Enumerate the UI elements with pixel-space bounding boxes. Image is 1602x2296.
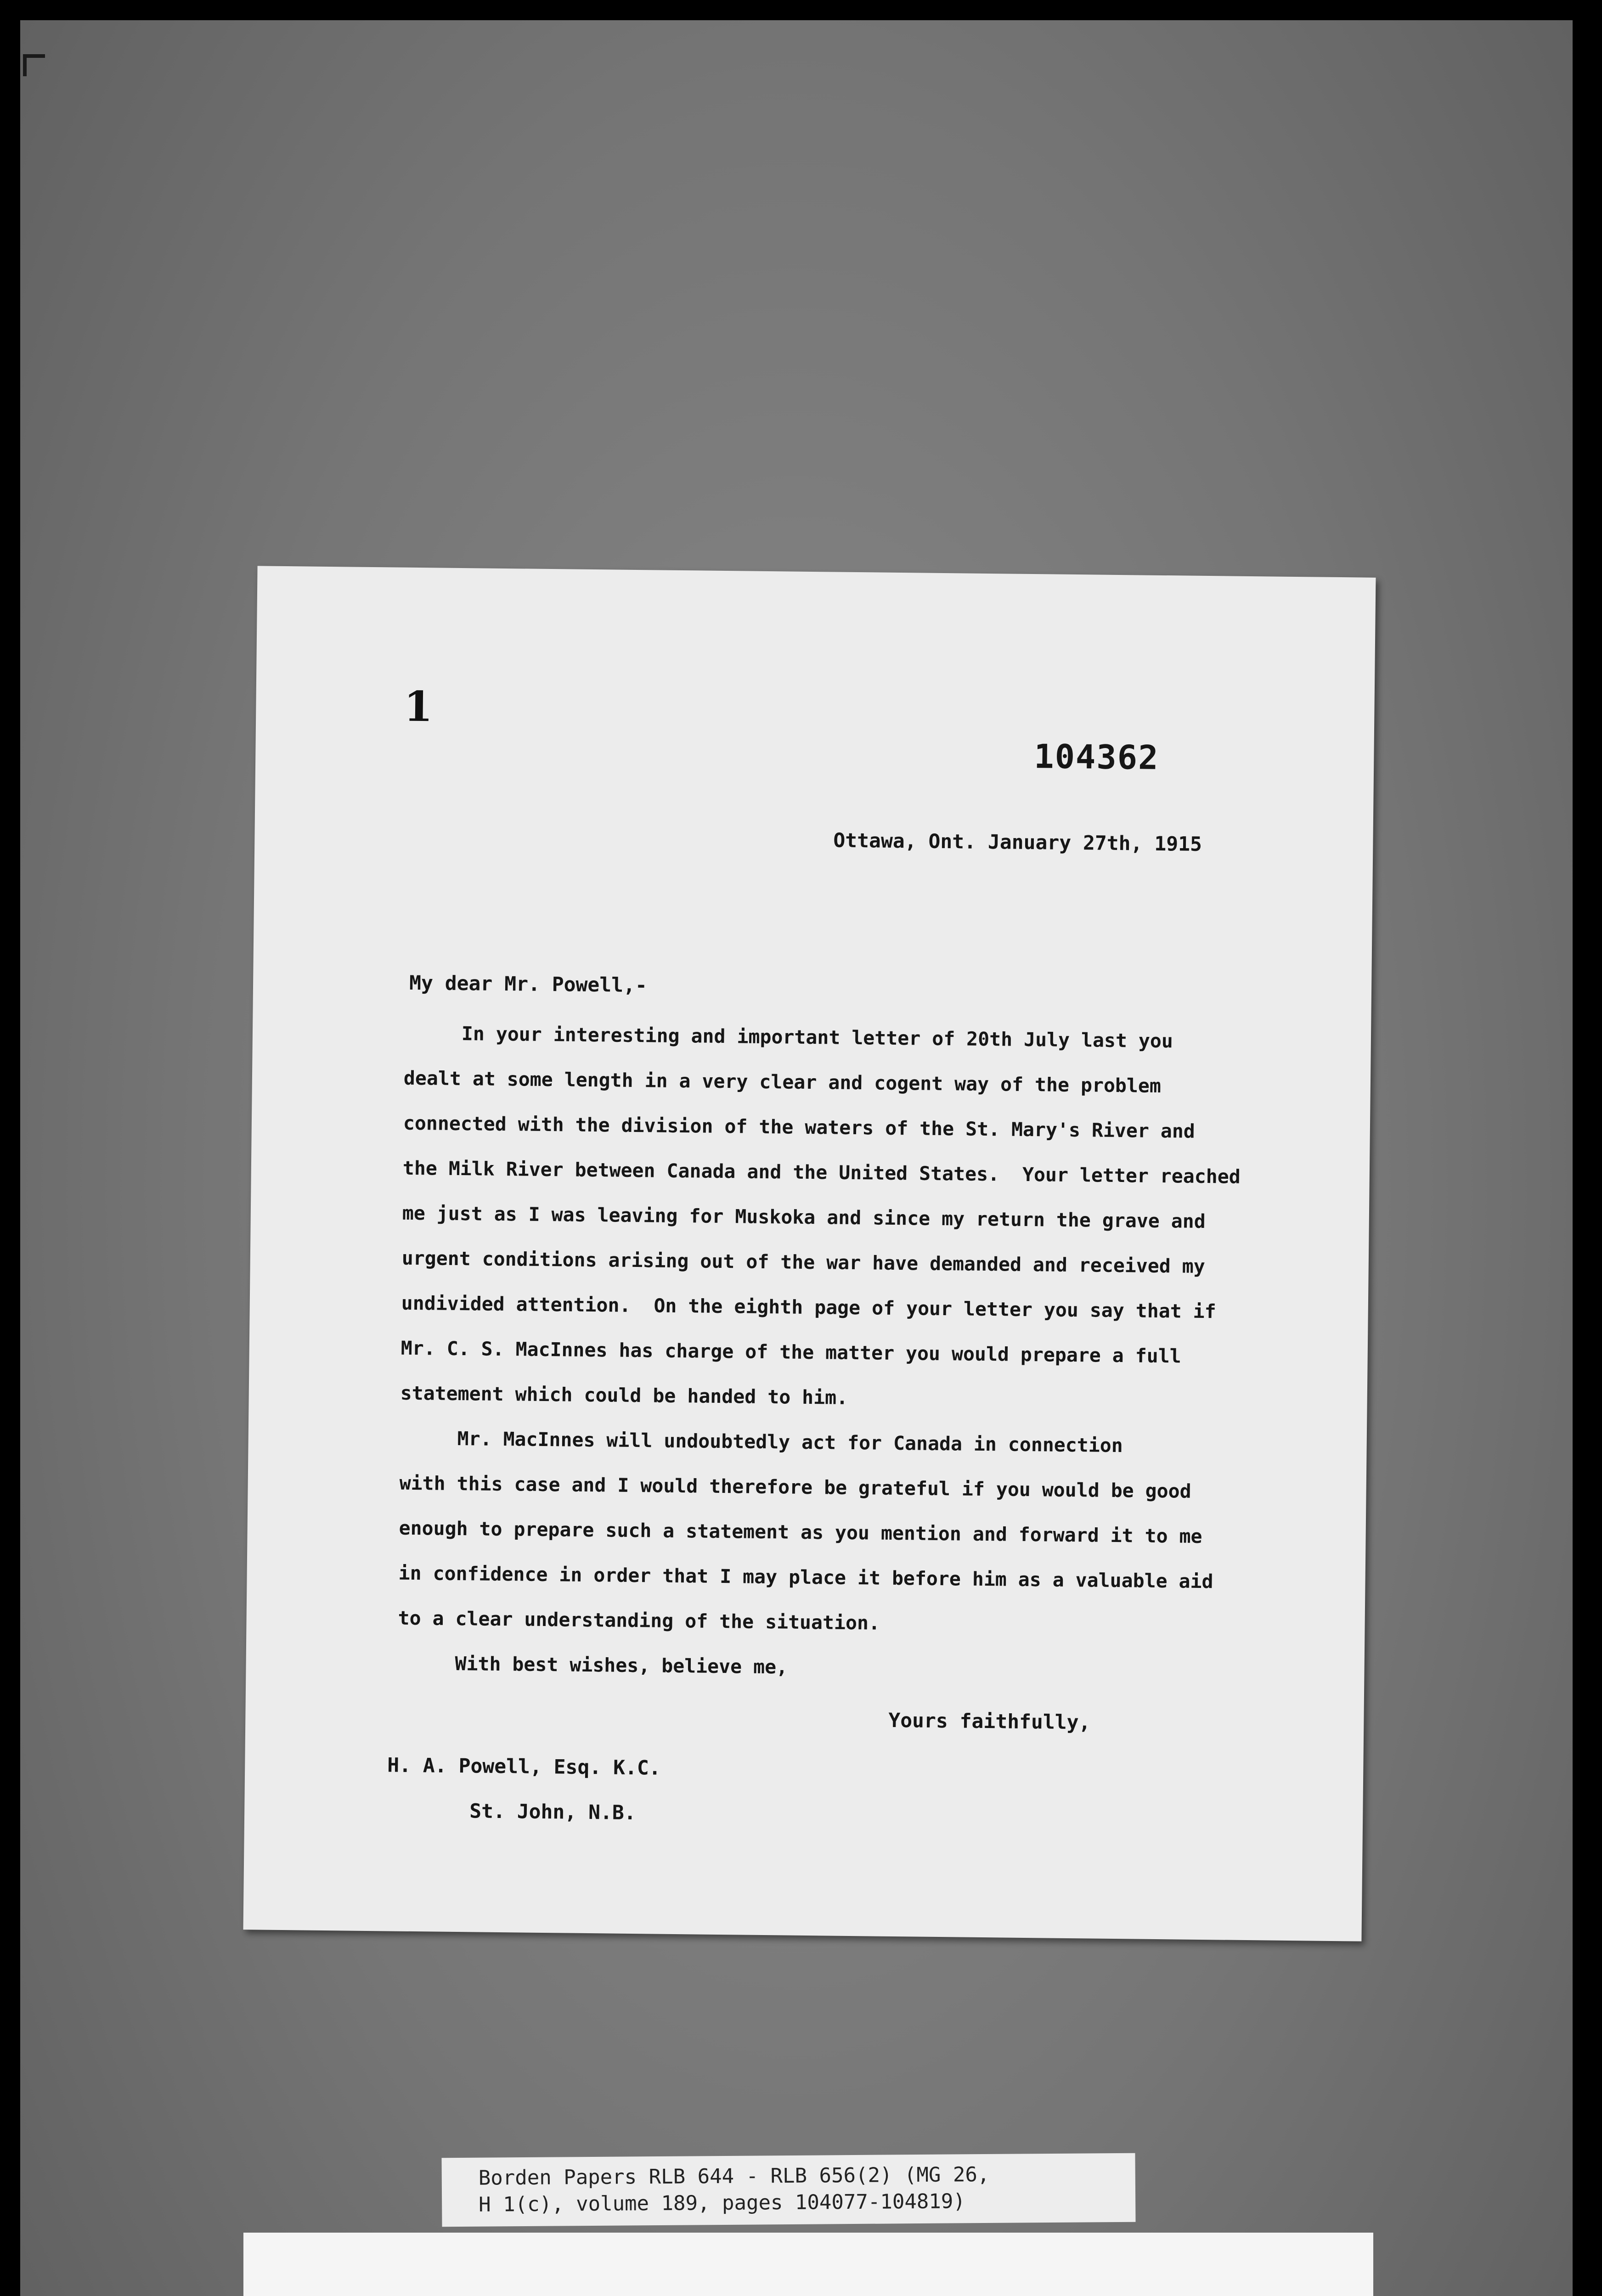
- archive-card: [243, 2233, 1373, 2296]
- body-line: Mr. C. S. MacInnes has charge of the matter you would prepare a full: [400, 1336, 1181, 1367]
- addressee-location: St. John, N.B.: [469, 1800, 636, 1825]
- letter-addressee: [387, 1743, 661, 1835]
- body-line: In your interesting and important letter of 20th July last you: [404, 1021, 1173, 1052]
- body-line: statement which could be handed to him.: [400, 1381, 848, 1409]
- letter-closing: Yours faithfully,: [888, 1709, 1091, 1734]
- body-line: With best wishes, believe me,: [397, 1651, 788, 1678]
- body-line: in confidence in order that I may place it before him as a valuable aid: [398, 1561, 1213, 1593]
- body-line: me just as I was leaving for Muskoka and since my return the grave and: [402, 1201, 1206, 1233]
- letter-body: [397, 1011, 1258, 1694]
- page-edge-mark: 1: [403, 682, 433, 732]
- body-line: connected with the division of the waters of the St. Mary's River and: [403, 1111, 1196, 1142]
- body-line: undivided attention. On the eighth page of your letter you say that if: [401, 1291, 1216, 1323]
- document-number: 104362: [1033, 737, 1159, 777]
- body-line: urgent conditions arising out of the war have demanded and received my: [401, 1246, 1205, 1278]
- body-line: Mr. MacInnes will undoubtedly act for Canada in connection: [400, 1426, 1123, 1457]
- corner-registration-mark: [23, 54, 45, 76]
- body-line: enough to prepare such a statement as you mention and forward it to me: [399, 1516, 1202, 1548]
- reference-line-2: H 1(c), volume 189, pages 104077-104819): [479, 2189, 965, 2217]
- body-line: with this case and I would therefore be grateful if you would be good: [399, 1471, 1191, 1503]
- letter-salutation: My dear Mr. Powell,-: [409, 971, 648, 997]
- body-line: to a clear understanding of the situation.: [398, 1606, 880, 1634]
- reference-line-1: Borden Papers RLB 644 - RLB 656(2) (MG 26,: [478, 2162, 990, 2190]
- addressee-name: H. A. Powell, Esq. K.C.: [387, 1754, 661, 1780]
- letter-page: [243, 566, 1376, 1941]
- body-line: the Milk River between Canada and the United States. Your letter reached: [402, 1156, 1241, 1188]
- letter-dateline: Ottawa, Ont. January 27th, 1915: [833, 829, 1202, 856]
- body-line: dealt at some length in a very clear and cogent way of the problem: [403, 1066, 1162, 1097]
- collection-reference-label: [441, 2153, 1135, 2227]
